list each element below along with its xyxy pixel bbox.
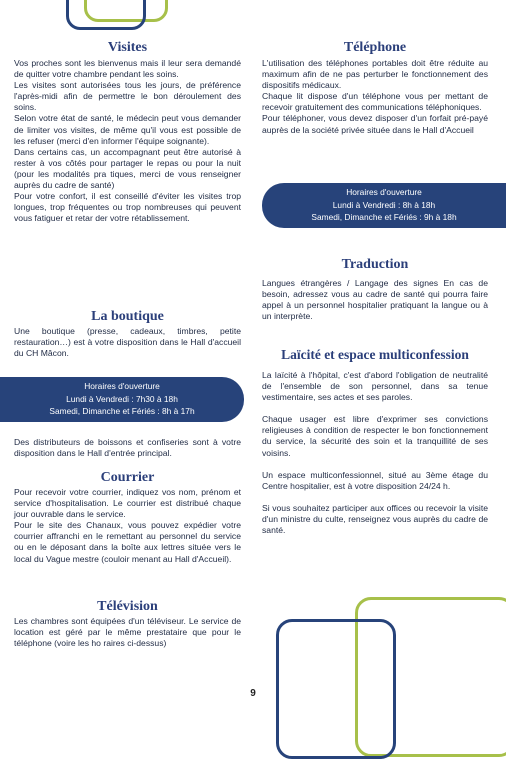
laicite-section [262, 346, 488, 536]
telephone-hours-title: Horaires d'ouverture [346, 187, 422, 197]
courrier-title: Courrier [100, 470, 155, 485]
telephone-paragraph: Chaque lit dispose d'un téléphone vous per mettant de recevoir gratuitement des communications téléphoniques. [262, 91, 488, 113]
laicite-paragraph: Si vous souhaitez participer aux offices ou recevoir la visite d'un ministre du culte, renseignez vous auprès du cadre de santé. [262, 502, 488, 536]
courrier-section [14, 469, 241, 565]
distributeurs-section [14, 437, 241, 459]
visites-paragraph: Vos proches sont les bienvenus mais il leur sera demandé de quitter votre chambre pendant les soins. [14, 58, 241, 80]
visites-title: Visites [107, 40, 148, 55]
traduction-section [262, 256, 488, 322]
traduction-title: Traduction [341, 257, 409, 272]
boutique-text: Une boutique (presse, cadeaux, timbres, petite restauration…) est à votre disposition dans le Hall d'accueil du CH Mâcon. [14, 326, 241, 359]
telephone-hours-week: Lundi à Vendredi : 8h à 18h [332, 199, 436, 210]
telephone-paragraph: L'utilisation des téléphones portables doit être réduite au maximum afin de ne pas perturber le fonctionnement des dispositifs médicaux. [262, 58, 488, 91]
boutique-hours-week: Lundi à Vendredi : 7h30 à 18h [66, 393, 178, 404]
boutique-title: La boutique [91, 309, 164, 324]
television-section [14, 598, 241, 649]
telephone-paragraph: Pour téléphoner, vous devez disposer d'un forfait pré-payé auprès de la société privée située dans le Hall d'Accueil [262, 113, 488, 135]
visites-paragraph: Selon votre état de santé, le médecin peut vous demander de limiter vos visites, de même qu'il vous est possible de les refuser (merci d'en informer l'équipe soignante). [14, 113, 241, 146]
boutique-section [14, 308, 241, 359]
visites-paragraph: Pour votre confort, il est conseillé d'éviter les visites trop longues, trop fréquentes ou trop nombreuses qui peuvent vous fatiguer et retar der votre rétablissement. [14, 191, 241, 224]
page-number: 9 [250, 688, 256, 699]
laicite-title: Laïcité et espace multiconfession [281, 347, 469, 362]
boutique-hours-weekend: Samedi, Dimanche et Fériés : 8h à 17h [49, 406, 195, 417]
telephone-title: Téléphone [343, 40, 407, 55]
telephone-hours-weekend: Samedi, Dimanche et Fériés : 9h à 18h [311, 212, 457, 223]
laicite-paragraph: Chaque usager est libre d'exprimer ses convictions religieuses à condition de respecter le bon fonctionnement du service, la sécurité des soin et la tranquillité de ses voisins. [262, 414, 488, 458]
left-column [14, 40, 241, 224]
traduction-text: Langues étrangères / Langage des signes En cas de besoin, adressez vous au cadre de santé qui pourra faire appel à un personnel hospitalier pratiquant la langue ou à un interprète. [262, 278, 488, 322]
laicite-paragraph: Un espace multiconfessionnel, situé au 3ème étage du Centre hospitalier, est à votre disposition 24/24 h. [262, 469, 488, 491]
laicite-paragraph: La laïcité à l'hôpital, c'est d'abord l'obligation de neutralité de l'ensemble de son personnel, dans sa tenue vestimentaire, ses actes et ses paroles. [262, 370, 488, 403]
courrier-paragraph: Pour recevoir votre courrier, indiquez vos nom, prénom et service d'hospitalisation. Le courrier est distribué chaque jour ouvrable dans le service. [14, 487, 241, 520]
distributeurs-text: Des distributeurs de boissons et confiseries sont à votre disposition dans le Hall d'entrée principal. [14, 437, 241, 459]
courrier-paragraph: Pour le site des Chanaux, vous pouvez expédier votre courrier affranchi en le remettant au personnel du service ou en le déposant dans la boîte aux lettres située vers le local du Vague mestre (couloir menant au Hall d'Accueil). [14, 520, 241, 564]
decorative-frame-top-navy [66, 0, 146, 30]
television-text: Les chambres sont équipées d'un téléviseur. Le service de location est géré par le même prestataire que pour le téléphone (voire les ho raires ci-dessus) [14, 616, 241, 649]
telephone-section [262, 40, 488, 136]
visites-paragraph: Les visites sont autorisées tous les jours, de préférence l'après-midi afin de permettre le bon déroulement des soins. [14, 80, 241, 113]
television-title: Télévision [97, 599, 158, 614]
boutique-hours-title: Horaires d'ouverture [84, 381, 160, 391]
boutique-hours-band [0, 377, 244, 422]
visites-paragraph: Dans certains cas, un accompagnant peut être autorisé à rester à vos côtés pour partager le repas ou pour la nuit (pour les modalités pra tiques, merci de vous renseigner auprès du cadre de santé) [14, 146, 241, 191]
telephone-hours-band [262, 183, 506, 228]
